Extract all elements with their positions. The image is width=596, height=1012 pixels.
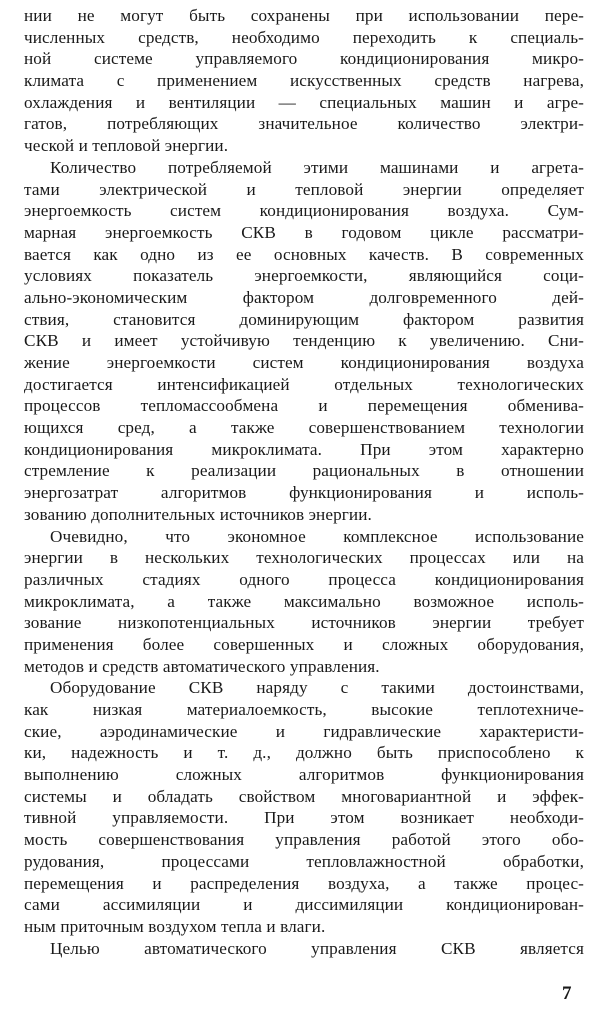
text-line: гатов, потребляющих значительное количество электри- (24, 114, 584, 134)
text-line: ские, аэродинамические и гидравлические характеристи- (24, 721, 584, 741)
text-line: стремление к реализации рациональных в отношении (24, 461, 584, 481)
text-line: ным приточным воздухом тепла и влаги. (24, 916, 326, 936)
text-line: условиях показатель энергоемкости, являющийся соци- (24, 266, 584, 286)
text-line: Целью автоматического управления СКВ является (50, 938, 584, 958)
text-line: тивной управляемости. При этом возникает необходи- (24, 808, 584, 828)
text-line: жение энергоемкости систем кондиционирования воздуха (24, 353, 584, 372)
text-line: мость совершенствования управления работой этого обо- (24, 830, 584, 850)
text-line: Оборудование СКВ наряду с такими достоинствами, (50, 678, 584, 698)
text-line: системы и обладать свойством многовариантной и эффек- (24, 786, 584, 806)
text-line: как низкая материалоемкость, высокие теплотехниче- (24, 700, 584, 719)
text-line: климата с применением искусственных средств нагрева, (24, 71, 584, 91)
text-line: ки, надежность и т. д., должно быть приспособлено к (24, 743, 584, 763)
text-line: Очевидно, что экономное комплексное использование (50, 526, 584, 546)
text-line: ческой и тепловой энергии. (24, 136, 229, 156)
text-line: тами электрической и тепловой энергии определяет (24, 179, 584, 199)
text-line: сами ассимиляции и диссимиляции кондиционирован- (24, 895, 584, 915)
text-line: энергоемкость систем кондиционирования воздуха. Сум- (24, 201, 584, 221)
text-line: ально-экономическим фактором долговременного дей- (24, 287, 584, 307)
text-line: зованию дополнительных источников энергии. (24, 504, 372, 524)
text-line: достигается интенсификацией отдельных технологических (24, 374, 584, 394)
page-number: 7 (562, 983, 572, 1004)
text-line: энергии в нескольких технологических процессах или на (24, 548, 584, 568)
text-line: микроклимата, а также максимально возможное исполь- (24, 591, 584, 611)
text-line: энергозатрат алгоритмов функционирования и исполь- (24, 483, 584, 503)
text-line: методов и средств автоматического управления. (24, 656, 380, 676)
text-line: СКВ и имеет устойчивую тенденцию к увеличению. Сни- (24, 331, 584, 351)
text-line: применения более совершенных и сложных оборудования, (24, 634, 584, 654)
body-text (24, 5, 584, 959)
text-line: рудования, процессами тепловлажностной обработки, (24, 851, 584, 871)
text-line: ющихся сред, а также совершенствованием технологии (24, 418, 584, 438)
text-line: зование низкопотенциальных источников энергии требует (24, 613, 584, 633)
text-line: различных стадиях одного процесса кондиционирования (24, 569, 584, 589)
text-line: охлаждения и вентиляции — специальных машин и агре- (24, 92, 584, 112)
text-line: процессов тепломассообмена и перемещения обменива- (24, 396, 584, 416)
text-line: Количество потребляемой этими машинами и агрета- (50, 157, 584, 177)
text-line: кондиционирования микроклимата. При этом характерно (24, 439, 584, 459)
text-line: вается как одно из ее основных качеств. В современных (24, 244, 584, 264)
text-line: марная энергоемкость СКВ в годовом цикле рассматри- (24, 222, 584, 242)
text-line: перемещения и распределения воздуха, а также процес- (24, 873, 584, 893)
text-line: ствия, становится доминирующим фактором развития (24, 309, 584, 329)
text-line: нии не могут быть сохранены при использовании пере- (24, 6, 584, 25)
text-line: ной системе управляемого кондиционирования микро- (24, 49, 584, 69)
text-line: выполнению сложных алгоритмов функционирования (24, 765, 584, 785)
text-line: численных средств, необходимо переходить к специаль- (24, 27, 584, 47)
